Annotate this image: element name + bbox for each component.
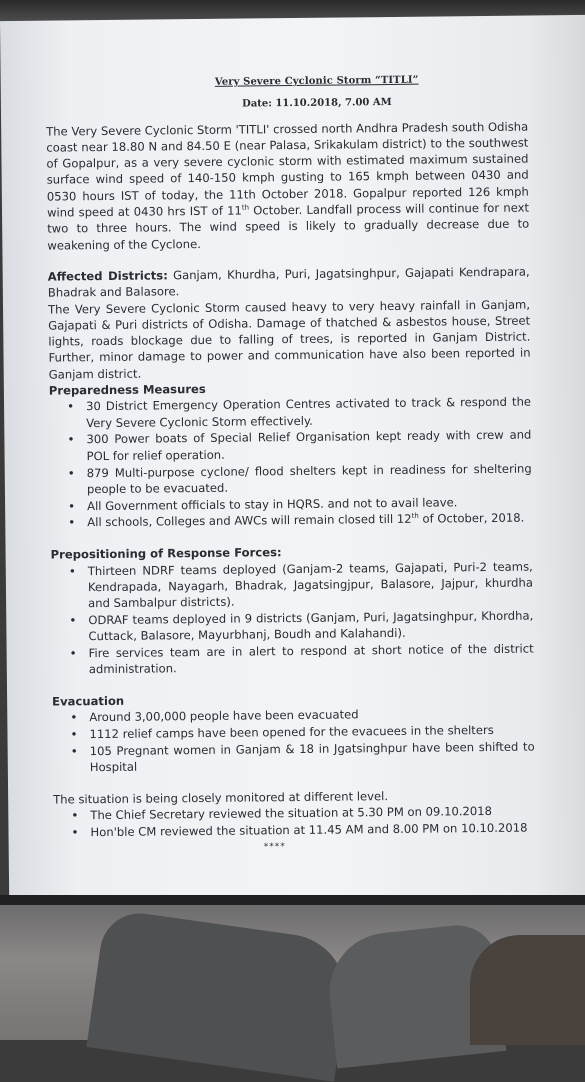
prepositioning-list [51,558,534,678]
preparedness-list [49,394,532,531]
prepositioning-item: • Thirteen NDRF teams deployed (Ganjam-2 teams, Gajapati, Puri-2 teams, Kendrapada, Nayagarh, Bhadrak, Jagatsingjpur, Balasore, Jajpur, khurdha and Sambalpur districts). [88,558,533,612]
preparedness-item: • 879 Multi-purpose cyclone/ flood shelters kept in readiness for sheltering people to be evacuated. [87,460,532,497]
intro-text-part-1: The Very Severe Cyclonic Storm 'TITLI' crossed north Andhra Pradesh south Odisha coast near 18.80 N and 84.50 E (near Palasa, Srikakulam district) to the southwest of Gopalpur, as a very severe cyclonic storm with estimated maximum sustained surface wind speed of 140-150 kmph gusting to 165 kmph between 0430 and 0530 hours IST of today, the 11th October 2018. Gopalpur reported 126 kmph wind speed at 0430 hrs IST of 11 [46,119,529,220]
monitoring-list [53,803,535,841]
evacuation-list [52,705,535,776]
evacuation-item: • 105 Pregnant women in Ganjam & 18 in Jgatsinghpur have been shifted to Hospital [90,738,535,775]
prepositioning-heading: Prepositioning of Response Forces: [50,545,282,562]
document-content [46,72,536,859]
evacuation-item: • Around 3,00,000 people have been evacuated [89,705,534,726]
monitoring-item: • The Chief Secretary reviewed the situation at 5.30 PM on 09.10.2018 [90,803,535,824]
intro-paragraph [46,118,529,253]
intro-superscript: th [241,203,250,212]
end-mark: **** [263,842,286,853]
prepositioning-item: • ODRAF teams deployed in 9 districts (Ganjam, Puri, Jagatsinghpur, Khordha, Cuttack, Balasore, Mayurbhanj, Boudh and Kalahandi). [88,607,533,644]
monitoring-item: • Hon'ble CM reviewed the situation at 11.45 AM and 8.00 PM on 10.10.2018 [90,820,535,841]
preparedness-heading: Preparedness Measures [48,381,206,398]
document-date: Date: 11.10.2018, 7.00 AM [242,97,392,110]
preparedness-item: • 300 Power boats of Special Relief Organisation kept ready with crew and POL for relief operation. [86,427,531,464]
document-page [0,15,585,916]
schools-closed-superscript: th [411,512,419,521]
affected-districts-list: Ganjam, Khurdha, Puri, Jagatsinghpur, Gajapati Kendrapara, Bhadrak and Balasore. [47,264,530,300]
document-title: Very Severe Cyclonic Storm “TITLI” [214,74,419,88]
preparedness-item: • All Government officials to stay in HQRS. and not to avail leave. [87,493,532,514]
evacuation-item: • 1112 relief camps have been opened for the evacuees in the shelters [89,722,534,743]
schools-closed-text: All schools, Colleges and AWCs will remain closed till 12 [87,512,412,530]
schools-closed-text-end: of October, 2018. [418,511,525,527]
prepositioning-item: • Fire services team are in alert to respond at short notice of the district administration. [89,641,534,678]
damage-description: The Very Severe Cyclonic Storm caused heavy to very heavy rainfall in Ganjam, Gajapati & Puri districts of Odisha. Damage of thatched & asbestos house, Street lights, roads blockage due to falling of trees, is reported in Ganjam District. Further, minor damage to power and communication have also been reported in Ganjam district. [47,297,531,382]
person-foot [470,935,585,1045]
affected-districts-heading: Affected Districts: [47,268,168,284]
evacuation-heading: Evacuation [52,693,125,709]
monitoring-intro: The situation is being closely monitored at different level. [53,789,389,807]
affected-districts-paragraph [48,263,530,301]
intro-text-part-2: October. Landfall process will continue for next two to three hours. The wind speed is likely to gradually decrease due to weakening of the Cyclone. [47,200,530,253]
preparedness-item: • 30 District Emergency Operation Centres activated to track & respond the Very Severe Cyclonic Storm effectively. [86,394,531,431]
